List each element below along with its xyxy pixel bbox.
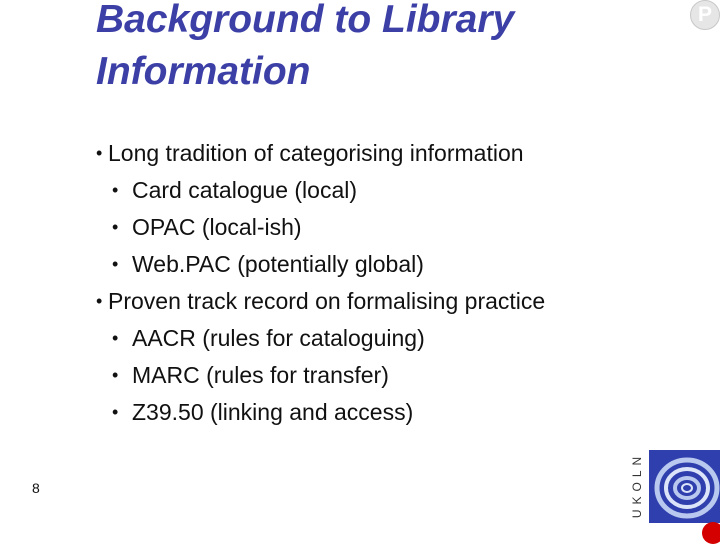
sub-bullet-item <box>96 209 545 246</box>
bullet-marker: • <box>112 365 119 385</box>
bullet-text: Z39.50 (linking and access) <box>132 399 414 425</box>
bullet-marker: • <box>112 328 119 348</box>
page-number: 8 <box>32 480 40 496</box>
bullet-list <box>96 135 545 431</box>
sub-bullet-item <box>96 357 545 394</box>
bullet-marker: • <box>112 254 119 274</box>
bullet-text: MARC (rules for transfer) <box>132 362 389 388</box>
bullet-text: Card catalogue (local) <box>132 177 358 203</box>
bullet-item <box>96 283 545 320</box>
bullet-item <box>96 135 545 172</box>
sub-bullet-item <box>96 246 545 283</box>
bullet-text: Proven track record on formalising practice <box>108 288 546 314</box>
bullet-text: AACR (rules for cataloguing) <box>132 325 425 351</box>
bullet-marker: • <box>112 402 119 422</box>
red-dot-icon <box>702 522 720 544</box>
bullet-marker: • <box>96 291 103 311</box>
bullet-marker: • <box>112 180 119 200</box>
bullet-text: Long tradition of categorising information <box>108 140 524 166</box>
bullet-text: Web.PAC (potentially global) <box>132 251 424 277</box>
bullet-marker: • <box>112 217 119 237</box>
slide-title-line-2: Information <box>96 50 311 93</box>
sub-bullet-item <box>96 394 545 431</box>
ukoln-logo-icon <box>649 450 720 523</box>
slide-title <box>96 0 514 98</box>
p-badge-icon: P <box>690 0 720 30</box>
sub-bullet-item <box>96 172 545 209</box>
ukoln-logo-label: UKOLN <box>630 451 644 519</box>
sub-bullet-item <box>96 320 545 357</box>
bullet-text: OPAC (local-ish) <box>132 214 302 240</box>
bullet-marker: • <box>96 143 103 163</box>
ukoln-logo-text <box>626 450 648 520</box>
slide-title-line-1: Background to Library <box>96 0 515 41</box>
